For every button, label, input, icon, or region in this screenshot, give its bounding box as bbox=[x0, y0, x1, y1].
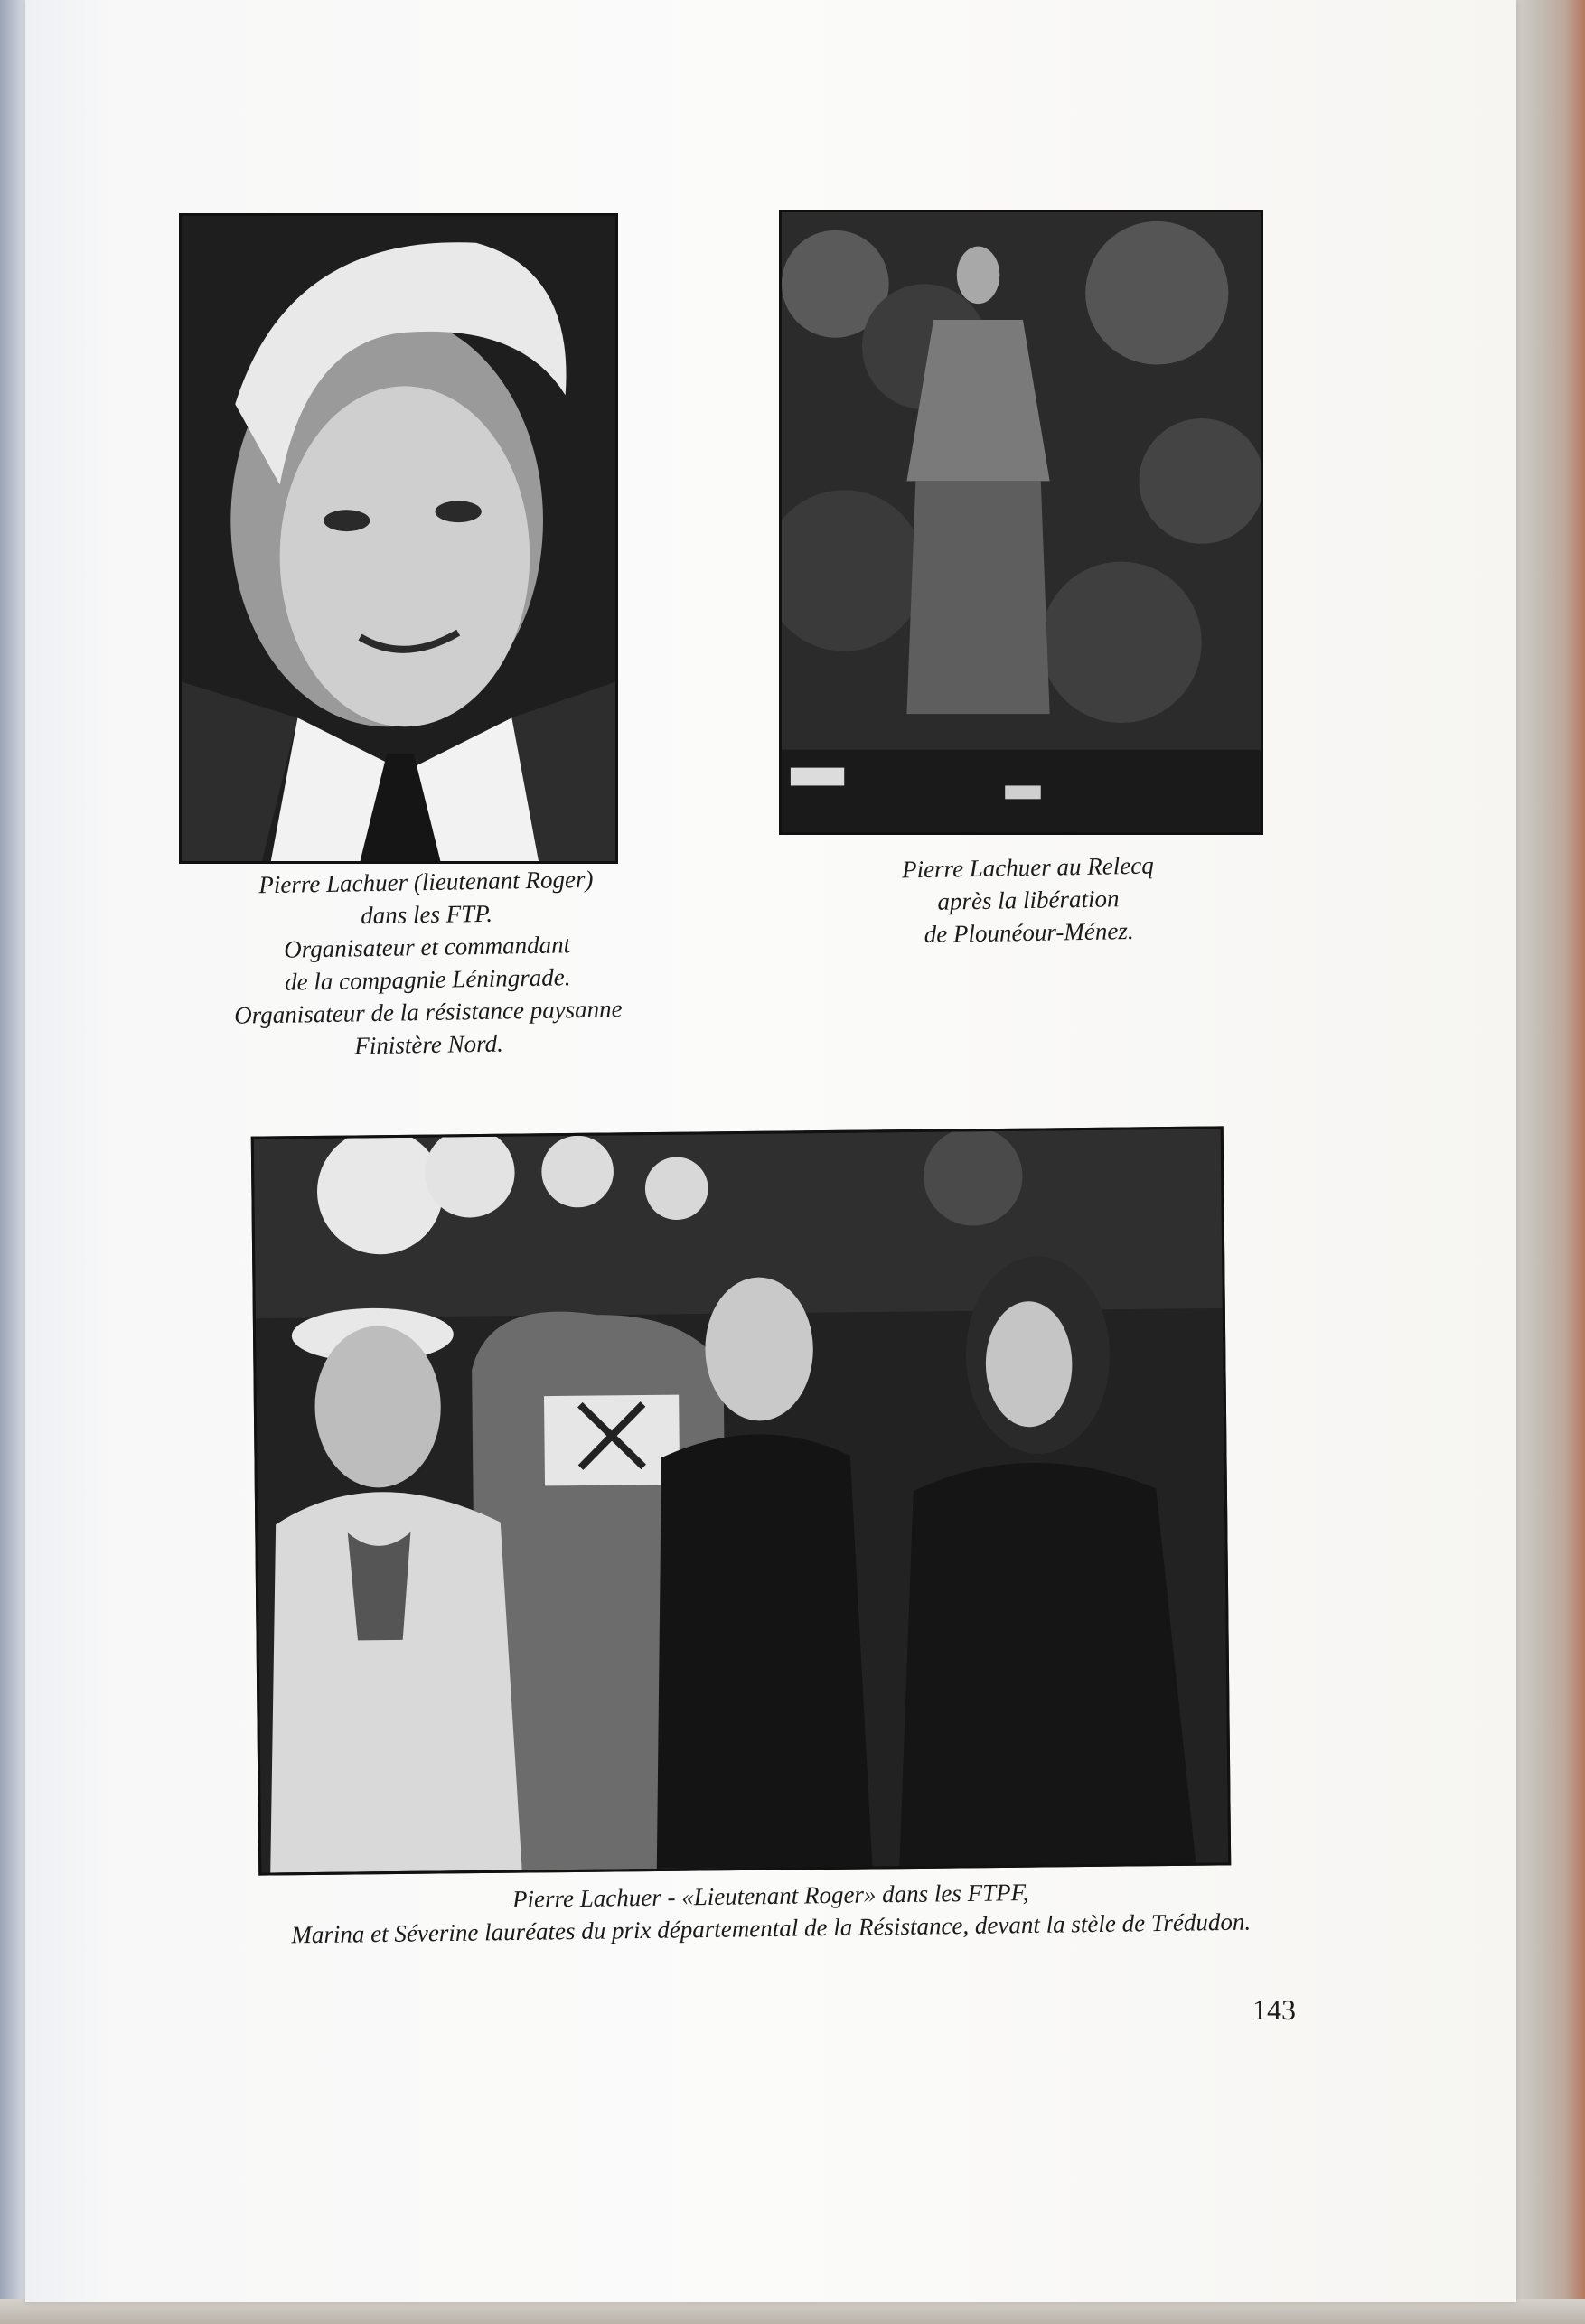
group-caption bbox=[197, 1871, 1346, 1953]
portrait-caption-line: de la compagnie Léningrade. bbox=[284, 963, 571, 996]
portrait-caption-line: Finistère Nord. bbox=[354, 1029, 504, 1060]
portrait-caption bbox=[209, 862, 646, 1064]
table-surface bbox=[0, 2299, 1585, 2324]
standing-figure-caption-line: Pierre Lachuer au Relecq bbox=[901, 851, 1154, 884]
portrait-caption-line: Organisateur de la résistance paysanne bbox=[233, 995, 623, 1029]
standing-figure-caption-line: après la libération bbox=[937, 885, 1120, 915]
standing-figure-caption-line: de Plounéour-Ménez. bbox=[924, 916, 1134, 949]
book-page bbox=[25, 0, 1516, 2302]
group-photo bbox=[251, 1126, 1232, 1875]
portrait-caption-line: dans les FTP. bbox=[360, 899, 493, 930]
standing-figure-caption bbox=[865, 848, 1192, 951]
group-photo-icon bbox=[254, 1129, 1228, 1872]
page-number: 143 bbox=[1252, 1993, 1296, 2026]
portrait-caption-line: Organisateur et commandant bbox=[283, 931, 571, 963]
standing-figure-photo-icon bbox=[782, 212, 1261, 832]
portrait-caption-line: Pierre Lachuer (lieutenant Roger) bbox=[258, 865, 594, 899]
group-caption-line: Pierre Lachuer - «Lieutenant Roger» dans les FTPF, bbox=[511, 1879, 1029, 1913]
standing-figure-photo bbox=[779, 210, 1263, 835]
portrait-photo-icon bbox=[182, 216, 615, 861]
portrait-photo bbox=[179, 213, 618, 864]
group-caption-line: Marina et Séverine lauréates du prix départemental de la Résistance, devant la stèle de Trédudon. bbox=[291, 1907, 1252, 1949]
